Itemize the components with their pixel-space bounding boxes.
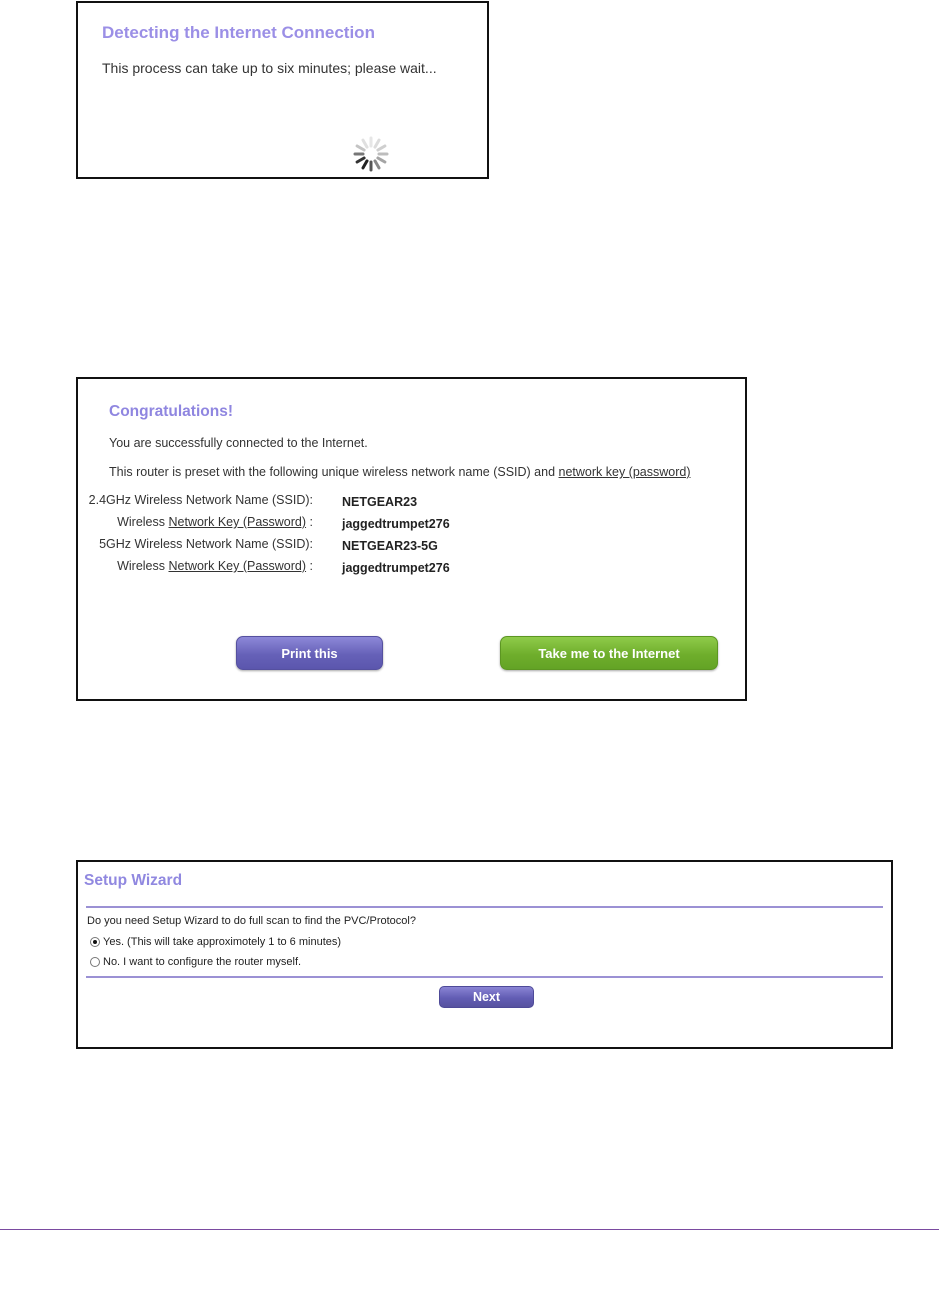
key-label-suffix: :	[306, 515, 313, 529]
ssid-5ghz-row	[78, 537, 718, 557]
next-button[interactable]: Next	[439, 986, 534, 1008]
preset-text: This router is preset with the following unique wireless network name (SSID) and	[109, 465, 559, 479]
key-5ghz-label	[117, 559, 313, 573]
ssid-5ghz-label: 5GHz Wireless Network Name (SSID):	[99, 537, 313, 551]
key-24ghz-value: jaggedtrumpet276	[342, 517, 450, 531]
footer-divider	[0, 1229, 939, 1230]
option-no-label: No. I want to configure the router myself.	[103, 956, 302, 968]
congratulations-title: Congratulations!	[109, 403, 233, 420]
setup-wizard-content	[84, 868, 885, 1041]
radio-no[interactable]	[90, 957, 100, 967]
network-key-password-link[interactable]: Network Key (Password)	[168, 559, 307, 573]
option-yes[interactable]	[90, 936, 341, 948]
print-this-button[interactable]: Print this	[236, 636, 383, 670]
detecting-connection-panel	[76, 1, 489, 179]
ssid-5ghz-value: NETGEAR23-5G	[342, 539, 438, 553]
radio-yes[interactable]	[90, 937, 100, 947]
setup-wizard-title: Setup Wizard	[84, 872, 183, 889]
key-label-prefix: Wireless	[117, 559, 169, 573]
key-24ghz-row	[78, 515, 718, 535]
ssid-24ghz-label: 2.4GHz Wireless Network Name (SSID):	[88, 493, 313, 507]
key-label-suffix: :	[306, 559, 313, 573]
network-key-link[interactable]: network key (password)	[558, 465, 691, 479]
option-no[interactable]	[90, 956, 301, 968]
key-label-prefix: Wireless	[117, 515, 169, 529]
ssid-24ghz-value: NETGEAR23	[342, 495, 418, 509]
network-key-password-link[interactable]: Network Key (Password)	[168, 515, 307, 529]
divider	[86, 906, 883, 908]
detecting-title: Detecting the Internet Connection	[102, 23, 375, 42]
preset-message	[109, 465, 691, 479]
option-yes-label: Yes. (This will take approximotely 1 to 6 minutes)	[103, 936, 342, 948]
divider	[86, 976, 883, 978]
connected-message: You are successfully connected to the Internet.	[109, 436, 368, 450]
key-5ghz-row	[78, 559, 718, 579]
detecting-message: This process can take up to six minutes; please wait...	[102, 60, 437, 76]
take-me-to-internet-button[interactable]: Take me to the Internet	[500, 636, 718, 670]
key-24ghz-label	[117, 515, 313, 529]
key-5ghz-value: jaggedtrumpet276	[342, 561, 450, 575]
ssid-24ghz-row	[78, 493, 718, 513]
scan-question: Do you need Setup Wizard to do full scan to find the PVC/Protocol?	[87, 915, 416, 927]
loading-spinner-icon	[350, 133, 392, 175]
setup-wizard-panel	[76, 860, 893, 1049]
congratulations-panel	[76, 377, 747, 701]
